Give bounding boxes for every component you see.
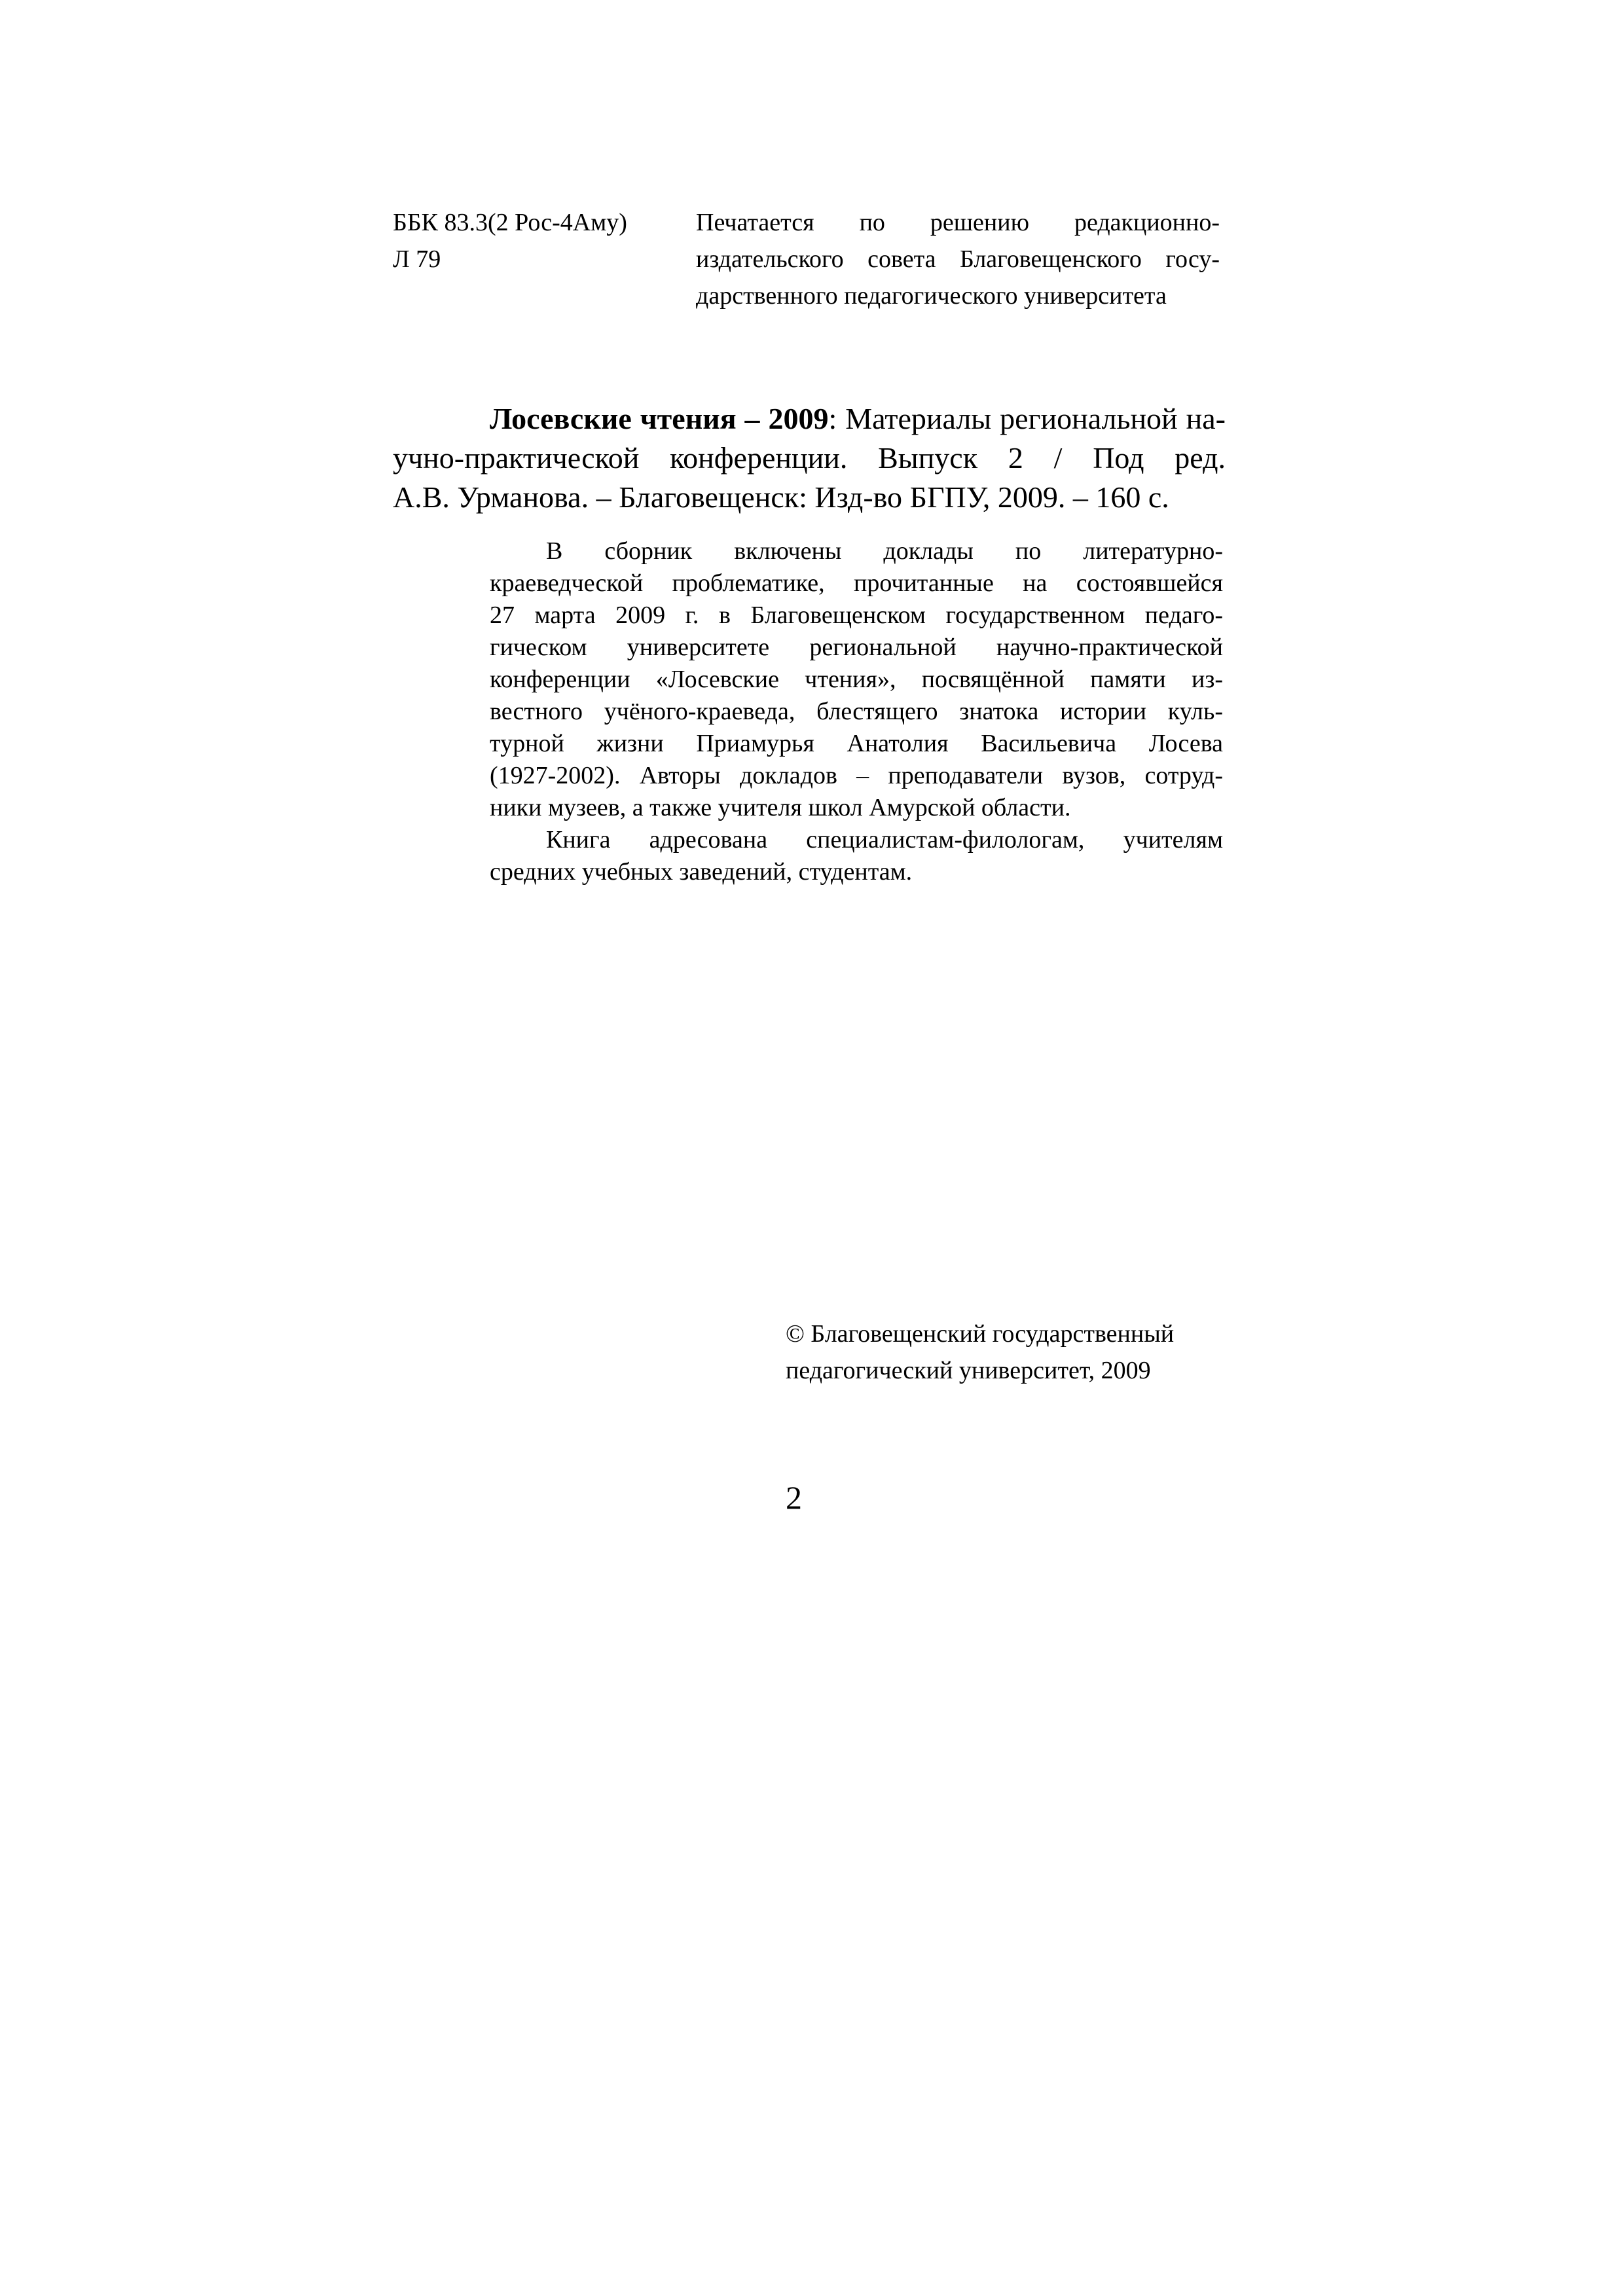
bbk-index: ББК 83.3(2 Рос-4Аму) bbox=[393, 209, 627, 236]
classification-codes bbox=[393, 204, 668, 278]
bib-line: учно-практической конференции. Выпуск 2 / Под ред. bbox=[393, 441, 1226, 475]
imprimatur-note bbox=[696, 204, 1220, 314]
abstract bbox=[490, 535, 1223, 888]
abstract-line: В сборник включены доклады по литературно- bbox=[546, 537, 1223, 565]
copyright-line: © Благовещенский государственный bbox=[786, 1320, 1175, 1348]
abstract-line: ники музеев, а также учителя школ Амурской области. bbox=[490, 794, 1071, 821]
page-number: 2 bbox=[786, 1479, 802, 1516]
abstract-line: краеведческой проблематике, прочитанные на состоявшейся bbox=[490, 569, 1223, 597]
abstract-line: средних учебных заведений, студентам. bbox=[490, 858, 913, 886]
bib-title: Лосевские чтения – 2009 bbox=[490, 402, 829, 435]
bib-line: А.В. Урманова. – Благовещенск: Изд-во БГПУ, 2009. – 160 с. bbox=[393, 480, 1169, 514]
abstract-line: конференции «Лосевские чтения», посвящённой памяти из- bbox=[490, 666, 1223, 693]
bibliographic-entry bbox=[393, 399, 1226, 517]
abstract-line: (1927-2002). Авторы докладов – преподаватели вузов, сотруд- bbox=[490, 762, 1223, 789]
abstract-line: 27 марта 2009 г. в Благовещенском государственном педаго- bbox=[490, 601, 1223, 629]
bib-title-rest: : Материалы региональной на- bbox=[828, 402, 1226, 435]
imprimatur-line: издательского совета Благовещенского госу- bbox=[696, 245, 1220, 273]
abstract-line: турной жизни Приамурья Анатолия Васильевича Лосева bbox=[490, 730, 1223, 757]
abstract-line: Книга адресована специалистам-филологам, учителям bbox=[546, 826, 1223, 853]
abstract-line: вестного учёного-краеведа, блестящего знатока истории куль- bbox=[490, 698, 1223, 725]
bib-line bbox=[393, 399, 1226, 439]
copyright-notice bbox=[786, 1316, 1244, 1389]
author-mark: Л 79 bbox=[393, 245, 441, 273]
imprimatur-line: дарственного педагогического университета bbox=[696, 282, 1167, 310]
abstract-line: гическом университете региональной научно-практической bbox=[490, 634, 1223, 661]
imprimatur-line: Печатается по решению редакционно- bbox=[696, 209, 1220, 236]
copyright-line: педагогический университет, 2009 bbox=[786, 1357, 1151, 1384]
